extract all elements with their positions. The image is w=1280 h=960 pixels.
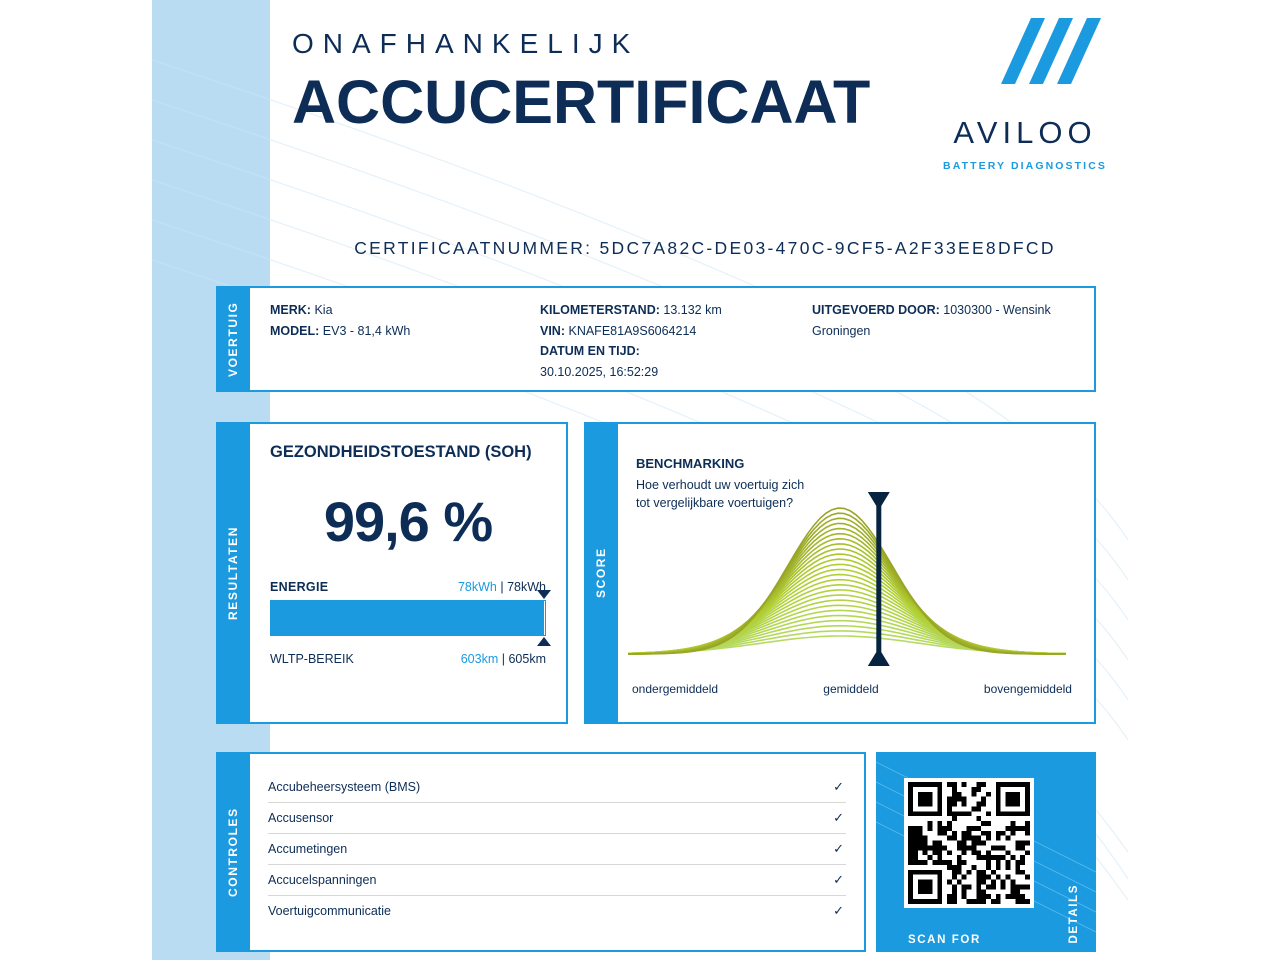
wltp-separator: | [498,651,509,666]
scan-for-label: SCAN FOR [908,934,981,946]
benchmark-description: Hoe verhoudt uw voertuig zich tot vergelijkbare voertuigen? [636,478,805,511]
check-icon: ✓ [833,810,844,825]
axis-label-below-average: ondergemiddeld [632,682,719,696]
list-item [268,896,846,926]
energy-actual: 78kWh [457,579,497,594]
merk-label: MERK: [270,303,311,317]
score-section [584,422,1096,724]
brand-tagline: BATTERY DIAGNOSTICS [943,160,1107,172]
soh-value: 99,6 % [323,489,493,553]
brand-block [930,10,1120,172]
energy-bar [270,600,546,636]
kilometerstand-value: 13.132 km [663,303,722,317]
list-item [268,772,846,803]
qr-panel[interactable] [876,752,1096,952]
score-section-tab: SCORE [584,422,618,724]
header-kicker: ONAFHANKELIJK [292,28,640,59]
benchmark-title: BENCHMARKING [636,456,745,471]
energy-label: ENERGIE [270,579,329,594]
vehicle-section [216,286,1096,392]
datum-label: DATUM EN TIJD: [540,344,640,359]
check-icon: ✓ [833,841,844,856]
check-icon: ✓ [833,872,844,887]
control-label: Accumetingen [268,842,348,856]
energy-marker-icon [537,590,551,599]
soh-title: GEZONDHEIDSTOESTAND (SOH) [270,443,532,461]
wltp-row [270,652,546,666]
controls-section-tab: CONTROLES [216,752,250,952]
controls-section [216,752,866,952]
vehicle-column-odometer [540,300,812,383]
benchmark-box [618,422,1096,724]
energy-separator: | [496,579,508,594]
vehicle-column-brand [270,300,540,383]
details-label: DETAILS [1068,884,1080,944]
brand-name: AVILOO [953,115,1097,150]
energy-bar-fill [271,601,544,635]
left-gutter [0,0,152,960]
axis-label-average: gemiddeld [823,682,879,696]
qr-code[interactable] [904,778,1034,908]
soh-box [250,422,568,724]
check-icon: ✓ [833,779,844,794]
kilometerstand-label: KILOMETERSTAND: [540,303,660,317]
energy-row [270,580,546,594]
wltp-values [461,652,546,666]
energy-values [458,580,546,594]
control-label: Accucelspanningen [268,873,377,887]
vin-value: KNAFE81A9S6064214 [568,323,697,338]
check-icon: ✓ [833,903,844,918]
wltp-marker-icon [537,637,551,646]
axis-label-above-average: bovengemiddeld [983,682,1072,696]
page-title: ACCUCERTIFICAAT [292,68,871,136]
datum-value: 30.10.2025, 16:52:29 [540,364,659,379]
control-label: Accubeheersysteem (BMS) [268,780,421,794]
benchmark-curve-chart [628,464,1068,674]
list-item [268,865,846,896]
wltp-nominal: 605km [508,651,546,666]
aviloo-logo-icon [945,10,1105,106]
certificate-number: CERTIFICAATNUMMER: 5DC7A82C-DE03-470C-9CF5-A2F33EE8DFCD [354,238,1056,258]
uitgevoerd-label: UITGEVOERD DOOR: [812,303,940,317]
vehicle-column-executor [812,300,1092,383]
vin-label: VIN: [540,323,565,338]
benchmark-axis-labels [632,682,1072,696]
wltp-actual: 603km [460,651,499,666]
merk-value: Kia [314,303,333,317]
wltp-label: WLTP-BEREIK [270,651,354,666]
model-label: MODEL: [270,323,320,338]
controls-list [250,752,866,952]
results-section-tab: RESULTATEN [216,422,250,724]
right-gutter [1128,0,1280,960]
uitgevoerd-value: 1030300 - Wensink Groningen [812,303,1051,338]
control-label: Accusensor [268,811,334,825]
control-label: Voertuigcommunicatie [268,904,391,918]
energy-nominal: 78kWh [507,579,546,594]
certificate-sheet [152,0,1128,960]
list-item [268,803,846,834]
vehicle-section-tab: VOERTUIG [216,286,250,392]
vehicle-details-box [250,286,1096,392]
list-item [268,834,846,865]
qr-code-image [908,782,1030,904]
model-value: EV3 - 81,4 kWh [322,323,411,338]
